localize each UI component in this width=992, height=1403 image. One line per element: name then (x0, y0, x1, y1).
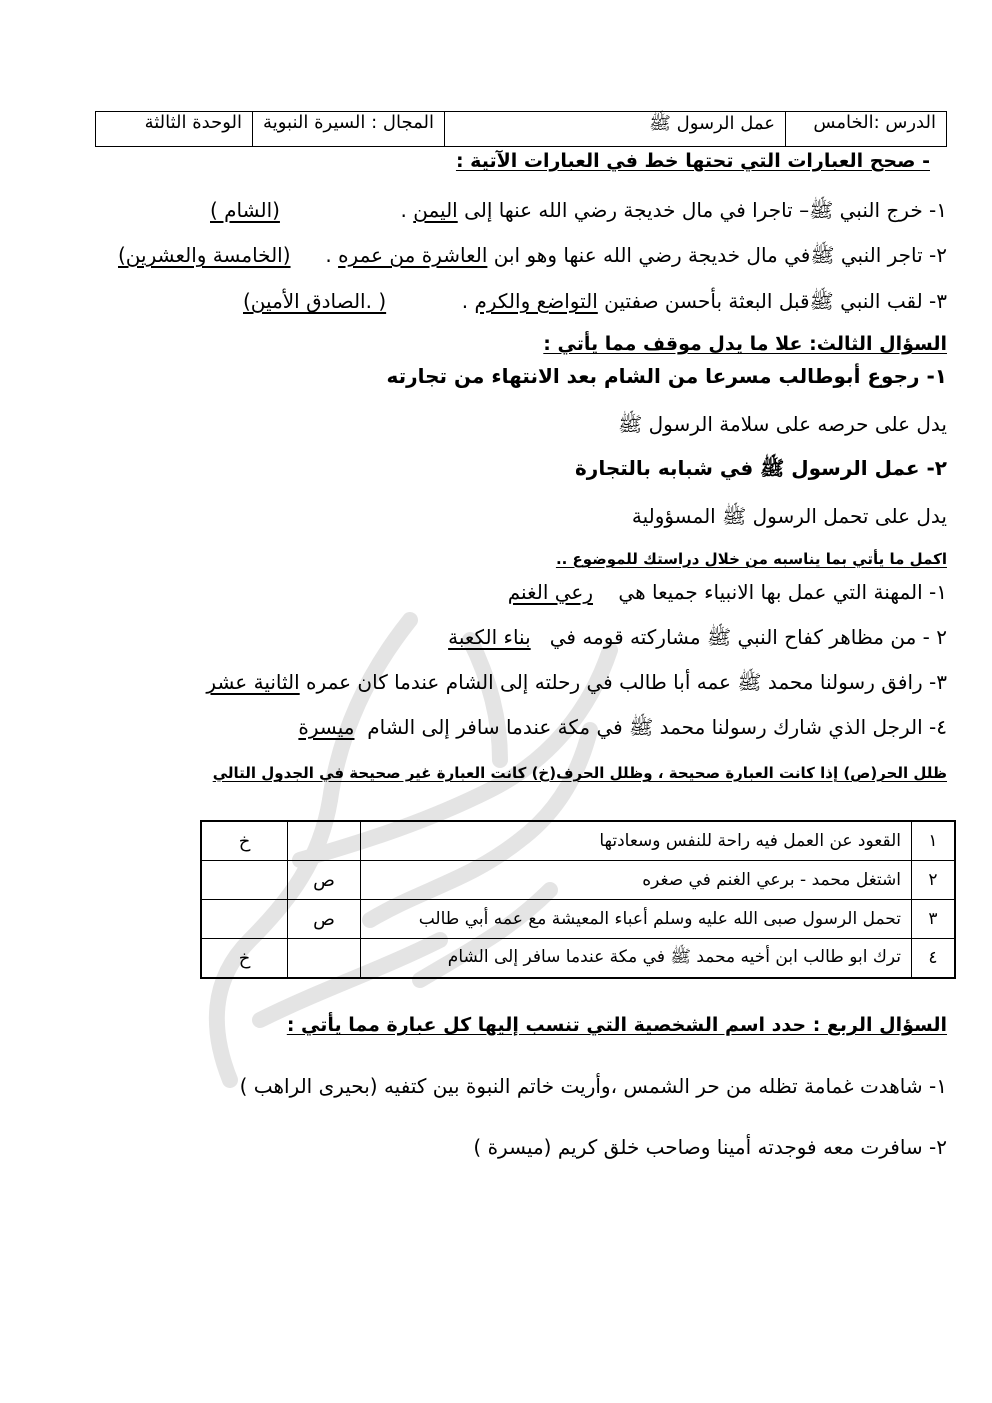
correct-answer-3: ( .الصادق الأمين) (243, 289, 387, 313)
fourth-item-1: ١- شاهدت غمامة تظله من حر الشمس ،وأريت خاتم النبوة بين كتفيه (بحيرى الراهب ) (239, 1074, 947, 1098)
third-a1: يدل على حرصه على سلامة الرسول ﷺ (618, 412, 947, 436)
kha-cell[interactable] (201, 900, 288, 939)
complete-item-1: ١- المهنة التي عمل بها الانبياء جميعا هي رعي الغنم (507, 580, 947, 604)
table-row (201, 861, 955, 900)
row-statement: تحمل الرسول صبى الله عليه وسلم أعباء المعيشة مع عمه أبي طالب (361, 900, 912, 939)
section-third-title: السؤال الثالث: علا ما يدل موقف مما يأتي : (543, 333, 947, 355)
third-q2: ٢- عمل الرسول ﷺ في شبابه بالتجارة (575, 456, 947, 480)
kha-cell[interactable]: خ (201, 939, 288, 979)
sad-cell[interactable] (288, 821, 361, 861)
section-fourth-title: السؤال الربع : حدد اسم الشخصية التي تنسب إليها كل عبارة مما يأتي : (286, 1014, 947, 1036)
row-number: ٤ (912, 939, 956, 979)
complete-item-3: ٣- رافق رسولنا محمد ﷺ عمه أبا طالب في رحلته إلى الشام عندما كان عمره الثانية عشر (206, 670, 947, 694)
sad-cell[interactable]: ص (288, 900, 361, 939)
kha-cell[interactable]: خ (201, 821, 288, 861)
kha-cell[interactable] (201, 861, 288, 900)
table-row (201, 939, 955, 979)
table-row (201, 900, 955, 939)
third-q1: ١- رجوع أبوطالب مسرعا من الشام بعد الانتهاء من تجارته (386, 364, 947, 388)
section-tf-title: ظلل الحر(ص) إذا كانت العبارة صحيحة ، وظلل الحرف(خ) كانت العبارة غير صحيحة في الجدول التالي (212, 764, 947, 782)
section-correct-title: - صحح العبارات التي تحتها خط في العبارات الآتية : (455, 150, 930, 172)
row-statement: اشتغل محمد - برعي الغنم في صغره (361, 861, 912, 900)
true-false-table (200, 820, 956, 979)
fourth-item-2: ٢- سافرت معه فوجدته أمينا وصاحب خلق كريم (ميسرة ) (473, 1135, 947, 1159)
complete-item-4: ٤- الرجل الذي شارك رسولنا محمد ﷺ في مكة عندما سافر إلى الشام ميسرة (298, 715, 947, 739)
field-label: المجال : السيرة النبوية (253, 112, 445, 147)
correct-answer-1: (الشام ) (210, 198, 280, 222)
complete-item-2: ٢ - من مظاهر كفاح النبي ﷺ مشاركته قومه في بناء الكعبة (448, 625, 947, 649)
row-number: ١ (912, 821, 956, 861)
lesson-label: الدرس :الخامس (786, 112, 947, 147)
row-number: ٣ (912, 900, 956, 939)
table-row (201, 821, 955, 861)
row-statement: ترك ابو طالب ابن أخيه محمد ﷺ في مكة عندما سافر إلى الشام (361, 939, 912, 979)
correct-answer-2: (الخامسة والعشرين) (118, 243, 291, 267)
correct-item-1: ١- خرج النبي ﷺ– تاجرا في مال خديجة رضي الله عنها إلى اليمن . (400, 198, 947, 222)
third-a2: يدل على تحمل الرسول ﷺ المسؤولية (631, 504, 947, 528)
header-table (95, 111, 947, 147)
sad-cell[interactable]: ص (288, 861, 361, 900)
unit-label: الوحدة الثالثة (96, 112, 253, 147)
correct-item-2: ٢- تاجر النبي ﷺفي مال خديجة رضي الله عنها وهو ابن العاشرة من عمره . (325, 243, 947, 267)
section-complete-title: اكمل ما يأتي بما يناسبه من خلال دراستك للموضوع .. (555, 550, 947, 568)
correct-item-3: ٣- لقب النبي ﷺقبل البعثة بأحسن صفتين التواضع والكرم . (461, 289, 947, 313)
lesson-title: عمل الرسول ﷺ (445, 112, 786, 147)
row-number: ٢ (912, 861, 956, 900)
row-statement: القعود عن العمل فيه راحة للنفس وسعادتها (361, 821, 912, 861)
sad-cell[interactable] (288, 939, 361, 979)
